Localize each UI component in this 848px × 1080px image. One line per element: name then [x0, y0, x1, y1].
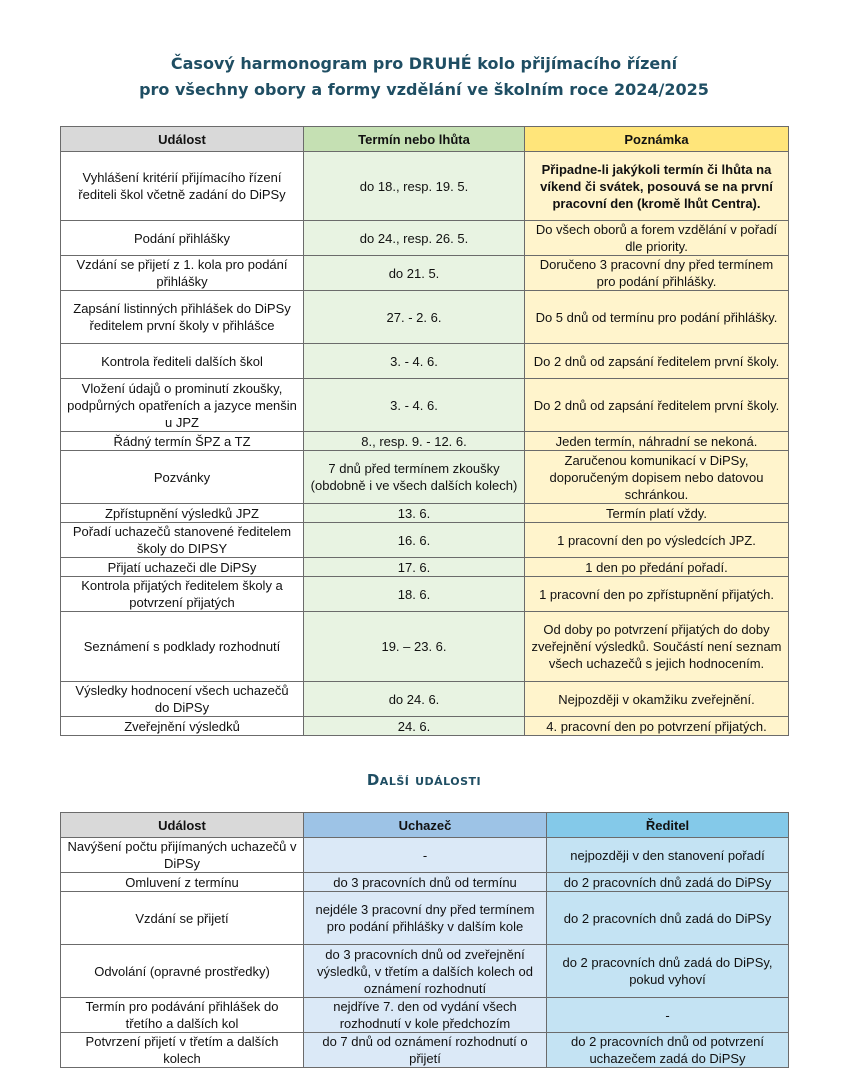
note-cell: Do všech oborů a forem vzdělání v pořadí dle priority.	[525, 221, 789, 256]
table-row	[61, 523, 789, 558]
other-events-title: Další události	[366, 771, 482, 789]
note-cell: Do 2 dnů od zapsání ředitelem první školy.	[525, 344, 789, 379]
table-row	[61, 256, 789, 291]
event-cell: Kontrola přijatých ředitelem školy a potvrzení přijatých	[61, 577, 304, 612]
director-cell: do 2 pracovních dnů zadá do DiPSy	[547, 873, 789, 892]
event-cell: Zveřejnění výsledků	[61, 717, 304, 736]
term-cell: do 24., resp. 26. 5.	[304, 221, 525, 256]
event-cell: Zpřístupnění výsledků JPZ	[61, 504, 304, 523]
event-cell: Potvrzení přijetí v třetím a dalších kolech	[61, 1033, 304, 1068]
header-event: Událost	[61, 127, 304, 152]
note-cell: Do 5 dnů od termínu pro podání přihlášky.	[525, 291, 789, 344]
table-row	[61, 1033, 789, 1068]
event-cell: Podání přihlášky	[61, 221, 304, 256]
table-row	[61, 291, 789, 344]
table-row	[61, 612, 789, 682]
term-cell: 7 dnů před termínem zkoušky (obdobně i ve všech dalších kolech)	[304, 451, 525, 504]
other-events-table	[60, 812, 789, 1068]
term-cell: 18. 6.	[304, 577, 525, 612]
note-cell: Doručeno 3 pracovní dny před termínem pro podání přihlášky.	[525, 256, 789, 291]
director-cell: nejpozději v den stanovení pořadí	[547, 838, 789, 873]
note-cell: Do 2 dnů od zapsání ředitelem první školy.	[525, 379, 789, 432]
note-cell: Od doby po potvrzení přijatých do doby zveřejnění výsledků. Součástí není seznam všech uchazečů s jejich hodnocením.	[525, 612, 789, 682]
table-row	[61, 998, 789, 1033]
note-cell: 1 pracovní den po výsledcích JPZ.	[525, 523, 789, 558]
table-row	[61, 717, 789, 736]
header-event: Událost	[61, 813, 304, 838]
director-cell: do 2 pracovních dnů zadá do DiPSy	[547, 892, 789, 945]
table-row	[61, 432, 789, 451]
other-table-header	[61, 813, 789, 838]
note-cell: 4. pracovní den po potvrzení přijatých.	[525, 717, 789, 736]
director-cell: -	[547, 998, 789, 1033]
main-schedule-table	[60, 126, 789, 736]
term-cell: 13. 6.	[304, 504, 525, 523]
note-cell: Nejpozději v okamžiku zveřejnění.	[525, 682, 789, 717]
term-cell: 16. 6.	[304, 523, 525, 558]
event-cell: Odvolání (opravné prostředky)	[61, 945, 304, 998]
director-cell: do 2 pracovních dnů od potvrzení uchazečem zadá do DiPSy	[547, 1033, 789, 1068]
term-cell: 8., resp. 9. - 12. 6.	[304, 432, 525, 451]
table-row	[61, 682, 789, 717]
director-cell: do 2 pracovních dnů zadá do DiPSy, pokud vyhoví	[547, 945, 789, 998]
table-row	[61, 873, 789, 892]
table-row	[61, 451, 789, 504]
term-cell: 3. - 4. 6.	[304, 344, 525, 379]
term-cell: do 24. 6.	[304, 682, 525, 717]
term-cell: 24. 6.	[304, 717, 525, 736]
term-cell: 3. - 4. 6.	[304, 379, 525, 432]
title-line-2: pro všechny obory a formy vzdělání ve školním roce 2024/2025	[139, 80, 709, 99]
event-cell: Pozvánky	[61, 451, 304, 504]
note-cell: Zaručenou komunikací v DiPSy, doporučeným dopisem nebo datovou schránkou.	[525, 451, 789, 504]
table-row	[61, 892, 789, 945]
event-cell: Zapsání listinných přihlášek do DiPSy ředitelem první školy v přihlášce	[61, 291, 304, 344]
event-cell: Vzdání se přijetí z 1. kola pro podání přihlášky	[61, 256, 304, 291]
header-note: Poznámka	[525, 127, 789, 152]
event-cell: Vložení údajů o prominutí zkoušky, podpůrných opatřeních a jazyce menšin u JPZ	[61, 379, 304, 432]
applicant-cell: do 3 pracovních dnů od zveřejnění výsledků, v třetím a dalších kolech od oznámení rozhodnutí	[304, 945, 547, 998]
table-row	[61, 558, 789, 577]
event-cell: Přijatí uchazeči dle DiPSy	[61, 558, 304, 577]
table-row	[61, 344, 789, 379]
term-cell: do 21. 5.	[304, 256, 525, 291]
note-cell: 1 pracovní den po zpřístupnění přijatých.	[525, 577, 789, 612]
table-row	[61, 221, 789, 256]
event-cell: Řádný termín ŠPZ a TZ	[61, 432, 304, 451]
event-cell: Výsledky hodnocení všech uchazečů do DiPSy	[61, 682, 304, 717]
main-table-header	[61, 127, 789, 152]
applicant-cell: do 3 pracovních dnů od termínu	[304, 873, 547, 892]
table-row	[61, 838, 789, 873]
event-cell: Pořadí uchazečů stanovené ředitelem školy do DIPSY	[61, 523, 304, 558]
event-cell: Termín pro podávání přihlášek do třetího a dalších kol	[61, 998, 304, 1033]
note-cell: Připadne-li jakýkoli termín či lhůta na víkend či svátek, posouvá se na první pracovní den (kromě lhůt Centra).	[525, 152, 789, 221]
event-cell: Kontrola řediteli dalších škol	[61, 344, 304, 379]
table-row	[61, 379, 789, 432]
term-cell: 17. 6.	[304, 558, 525, 577]
note-cell: Termín platí vždy.	[525, 504, 789, 523]
note-cell: Jeden termín, náhradní se nekoná.	[525, 432, 789, 451]
term-cell: do 18., resp. 19. 5.	[304, 152, 525, 221]
applicant-cell: -	[304, 838, 547, 873]
note-cell: 1 den po předání pořadí.	[525, 558, 789, 577]
table-row	[61, 152, 789, 221]
header-term: Termín nebo lhůta	[304, 127, 525, 152]
applicant-cell: do 7 dnů od oznámení rozhodnutí o přijetí	[304, 1033, 547, 1068]
event-cell: Vzdání se přijetí	[61, 892, 304, 945]
title-line-1: Časový harmonogram pro DRUHÉ kolo přijímacího řízení	[170, 54, 678, 73]
header-applicant: Uchazeč	[304, 813, 547, 838]
event-cell: Navýšení počtu přijímaných uchazečů v DiPSy	[61, 838, 304, 873]
event-cell: Seznámení s podklady rozhodnutí	[61, 612, 304, 682]
applicant-cell: nejdříve 7. den od vydání všech rozhodnutí v kole předchozím	[304, 998, 547, 1033]
table-row	[61, 945, 789, 998]
event-cell: Vyhlášení kritérií přijímacího řízení řediteli škol včetně zadání do DiPSy	[61, 152, 304, 221]
term-cell: 19. – 23. 6.	[304, 612, 525, 682]
table-row	[61, 504, 789, 523]
applicant-cell: nejdéle 3 pracovní dny před termínem pro podání přihlášky v dalším kole	[304, 892, 547, 945]
event-cell: Omluvení z termínu	[61, 873, 304, 892]
header-director: Ředitel	[547, 813, 789, 838]
term-cell: 27. - 2. 6.	[304, 291, 525, 344]
table-row	[61, 577, 789, 612]
